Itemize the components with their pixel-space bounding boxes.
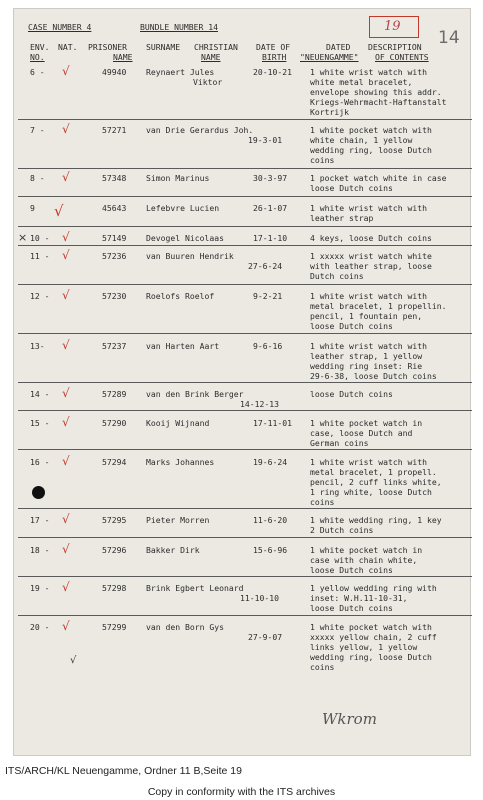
row-divider [18, 410, 472, 411]
desc-line: leather strap, 1 yellow [310, 351, 423, 361]
nat-check: √ [62, 248, 70, 262]
desc-line: loose Dutch coins [310, 183, 393, 193]
row-name: Lefebvre Lucien [146, 203, 220, 213]
row-env: 7 - [30, 125, 45, 135]
row-birth: 26-1-07 [253, 203, 288, 213]
col-dated: DATED [326, 42, 351, 52]
desc-line: inset: W.H.11-10-31, [310, 593, 408, 603]
row-birth: 15-6-96 [253, 545, 288, 555]
row-env: 10 - [30, 233, 50, 243]
row-env: 6 - [30, 67, 45, 77]
row-divider [18, 168, 472, 169]
col-prisoner-name: NAME [113, 52, 133, 62]
desc-line: loose Dutch coins [310, 603, 393, 613]
row-env: 19 - [30, 583, 50, 593]
row-prisoner: 57149 [102, 233, 127, 243]
col-christian-name: NAME [201, 52, 221, 62]
row-birth: 20-10-21 [253, 67, 292, 77]
row-divider [18, 333, 472, 334]
desc-line: pencil, 1 fountain pen, [310, 311, 423, 321]
page-number-boxed: 19 [384, 19, 401, 34]
desc-line: German coins [310, 438, 369, 448]
conformity-note: Copy in conformity with the ITS archives [147, 786, 336, 798]
row-name: van den Born Gys [146, 622, 224, 632]
desc-line: coins [310, 497, 335, 507]
nat-check: √ [62, 454, 70, 468]
desc-line: loose Dutch coins [310, 321, 393, 331]
row-prisoner: 57298 [102, 583, 127, 593]
cross-mark: × [18, 231, 28, 244]
nat-check: √ [62, 415, 70, 429]
row-name: Kooij Wijnand [146, 418, 210, 428]
desc-line: envelope showing this addr. [310, 87, 442, 97]
nat-check: √ [62, 512, 70, 526]
desc-line: pencil, 2 cuff links white, [310, 477, 442, 487]
row-birth: 30-3-97 [253, 173, 288, 183]
desc-line: coins [310, 662, 335, 672]
desc-line: 1 white pocket watch with [310, 125, 432, 135]
row-name: Simon Marinus [146, 173, 210, 183]
row-name2: Viktor [193, 77, 223, 87]
row-env: 11 - [30, 251, 50, 261]
archive-reference: ITS/ARCH/KL Neuengamme, Ordner 11 B,Seite 19 [5, 765, 242, 777]
nat-check: √ [62, 122, 70, 136]
signature: Wkrom [322, 710, 377, 728]
row-birth: 17-1-10 [253, 233, 288, 243]
desc-line: 1 white wrist watch with [310, 203, 427, 213]
desc-line: Dutch coins [310, 271, 364, 281]
desc-line: leather strap [310, 213, 374, 223]
row-prisoner: 57295 [102, 515, 127, 525]
desc-line: 1 pocket watch white in case [310, 173, 447, 183]
row-prisoner: 45643 [102, 203, 127, 213]
nat-check: √ [62, 338, 70, 352]
row-env: 8 - [30, 173, 45, 183]
desc-line: 2 Dutch coins [310, 525, 374, 535]
desc-line: wedding ring, loose Dutch [310, 145, 432, 155]
desc-line: 4 keys, loose Dutch coins [310, 233, 432, 243]
desc-line: loose Dutch coins [310, 389, 393, 399]
punch-hole [32, 486, 45, 499]
row-name: Marks Johannes [146, 457, 215, 467]
col-christian: CHRISTIAN [194, 42, 238, 52]
col-of-contents: OF CONTENTS [375, 52, 429, 62]
nat-check: √ [62, 64, 70, 78]
row-divider [18, 576, 472, 577]
row-prisoner: 57294 [102, 457, 127, 467]
row-env: 15 - [30, 418, 50, 428]
desc-line: with leather strap, loose [310, 261, 432, 271]
row-birth: 11-6-20 [253, 515, 288, 525]
row-env: 12 - [30, 291, 50, 301]
row-name: van Drie Gerardus Joh. [146, 125, 254, 135]
row-name: van den Brink Berger [146, 389, 244, 399]
row-birth: 14-12-13 [240, 399, 279, 409]
nat-check: √ [62, 288, 70, 302]
row-env: 13- [30, 341, 45, 351]
row-prisoner: 49940 [102, 67, 127, 77]
row-divider [18, 615, 472, 616]
nat-check: √ [62, 386, 70, 400]
row-divider [18, 226, 472, 227]
desc-line: metal bracelet, 1 propellin. [310, 301, 447, 311]
desc-line: 1 white wrist watch with [310, 341, 427, 351]
case-number-label: CASE NUMBER 4 [28, 22, 92, 32]
row-env: 14 - [30, 389, 50, 399]
row-prisoner: 57236 [102, 251, 127, 261]
col-description: DESCRIPTION [368, 42, 422, 52]
row-divider [18, 245, 472, 246]
col-env: ENV. [30, 42, 50, 52]
row-divider [18, 382, 472, 383]
col-nat: NAT. [58, 42, 78, 52]
row-birth: 17-11-01 [253, 418, 292, 428]
row-prisoner: 57289 [102, 389, 127, 399]
row-env: 18 - [30, 545, 50, 555]
row-birth: 27-6-24 [248, 261, 283, 271]
desc-line: 1 white wedding ring, 1 key [310, 515, 442, 525]
row-birth: 27-9-07 [248, 632, 283, 642]
desc-line: case, loose Dutch and [310, 428, 413, 438]
desc-line: wedding ring, loose Dutch [310, 652, 432, 662]
desc-line: Kortrijk [310, 107, 349, 117]
desc-line: Kriegs-Wehrmacht-Haftanstalt [310, 97, 447, 107]
row-birth: 9-6-16 [253, 341, 283, 351]
row-prisoner: 57230 [102, 291, 127, 301]
row-env: 16 - [30, 457, 50, 467]
row-birth: 19-3-01 [248, 135, 283, 145]
row-env: 17 - [30, 515, 50, 525]
nat-check: √ [62, 170, 70, 184]
row-name: van Harten Aart [146, 341, 220, 351]
row-divider [18, 196, 472, 197]
desc-line: white metal bracelet, [310, 77, 413, 87]
desc-line: links yellow, 1 yellow [310, 642, 418, 652]
desc-line: case with chain white, [310, 555, 418, 565]
row-birth: 9-2-21 [253, 291, 283, 301]
row-prisoner: 57299 [102, 622, 127, 632]
desc-line: 1 xxxxx wrist watch white [310, 251, 432, 261]
nat-check: √ [62, 230, 70, 244]
col-birth: BIRTH [262, 52, 287, 62]
desc-line: 29-6-38, loose Dutch coins [310, 371, 437, 381]
nat-check: √ [62, 619, 70, 633]
nat-check: √ [62, 580, 70, 594]
col-date-of: DATE OF [256, 42, 291, 52]
col-neuengamme: "NEUENGAMME" [300, 52, 359, 62]
nat-check: √ [54, 202, 64, 220]
col-prisoner: PRISONER [88, 42, 127, 52]
desc-line: 1 yellow wedding ring with [310, 583, 437, 593]
row-divider [18, 537, 472, 538]
row-birth: 11-10-10 [240, 593, 279, 603]
desc-line: 1 white pocket watch with [310, 622, 432, 632]
desc-line: 1 ring white, loose Dutch [310, 487, 432, 497]
row-name: Bakker Dirk [146, 545, 200, 555]
row-env: 9 [30, 203, 35, 213]
desc-line: 1 white wrist watch with [310, 457, 427, 467]
row-name: Brink Egbert Leonard [146, 583, 244, 593]
row-prisoner: 57296 [102, 545, 127, 555]
col-env-no: NO. [30, 52, 45, 62]
row-prisoner: 57271 [102, 125, 127, 135]
desc-line: metal bracelet, 1 propell. [310, 467, 437, 477]
page-number-corner: 14 [438, 28, 460, 48]
row-divider [18, 449, 472, 450]
row-name: Roelofs Roelof [146, 291, 215, 301]
row-prisoner: 57237 [102, 341, 127, 351]
row-name: Reynaert Jules [146, 67, 215, 77]
row-divider [18, 284, 472, 285]
row-divider [18, 119, 472, 120]
nat-check: √ [62, 542, 70, 556]
row-name: Pieter Morren [146, 515, 210, 525]
row-name: van Buuren Hendrik [146, 251, 234, 261]
row-name: Devogel Nicolaas [146, 233, 224, 243]
bundle-number-label: BUNDLE NUMBER 14 [140, 22, 218, 32]
desc-line: coins [310, 155, 335, 165]
desc-line: 1 white wrist watch with [310, 67, 427, 77]
row-prisoner: 57348 [102, 173, 127, 183]
small-check-mark: √ [70, 655, 77, 666]
desc-line: wedding ring inset: Rie [310, 361, 423, 371]
desc-line: 1 white pocket watch in [310, 545, 423, 555]
desc-line: 1 white pocket watch in [310, 418, 423, 428]
row-birth: 19-6-24 [253, 457, 288, 467]
desc-line: xxxxx yellow chain, 2 cuff [310, 632, 437, 642]
row-divider [18, 508, 472, 509]
desc-line: white chain, 1 yellow [310, 135, 413, 145]
row-env: 20 - [30, 622, 50, 632]
col-surname: SURNAME [146, 42, 181, 52]
row-prisoner: 57290 [102, 418, 127, 428]
desc-line: 1 white wrist watch with [310, 291, 427, 301]
desc-line: loose Dutch coins [310, 565, 393, 575]
